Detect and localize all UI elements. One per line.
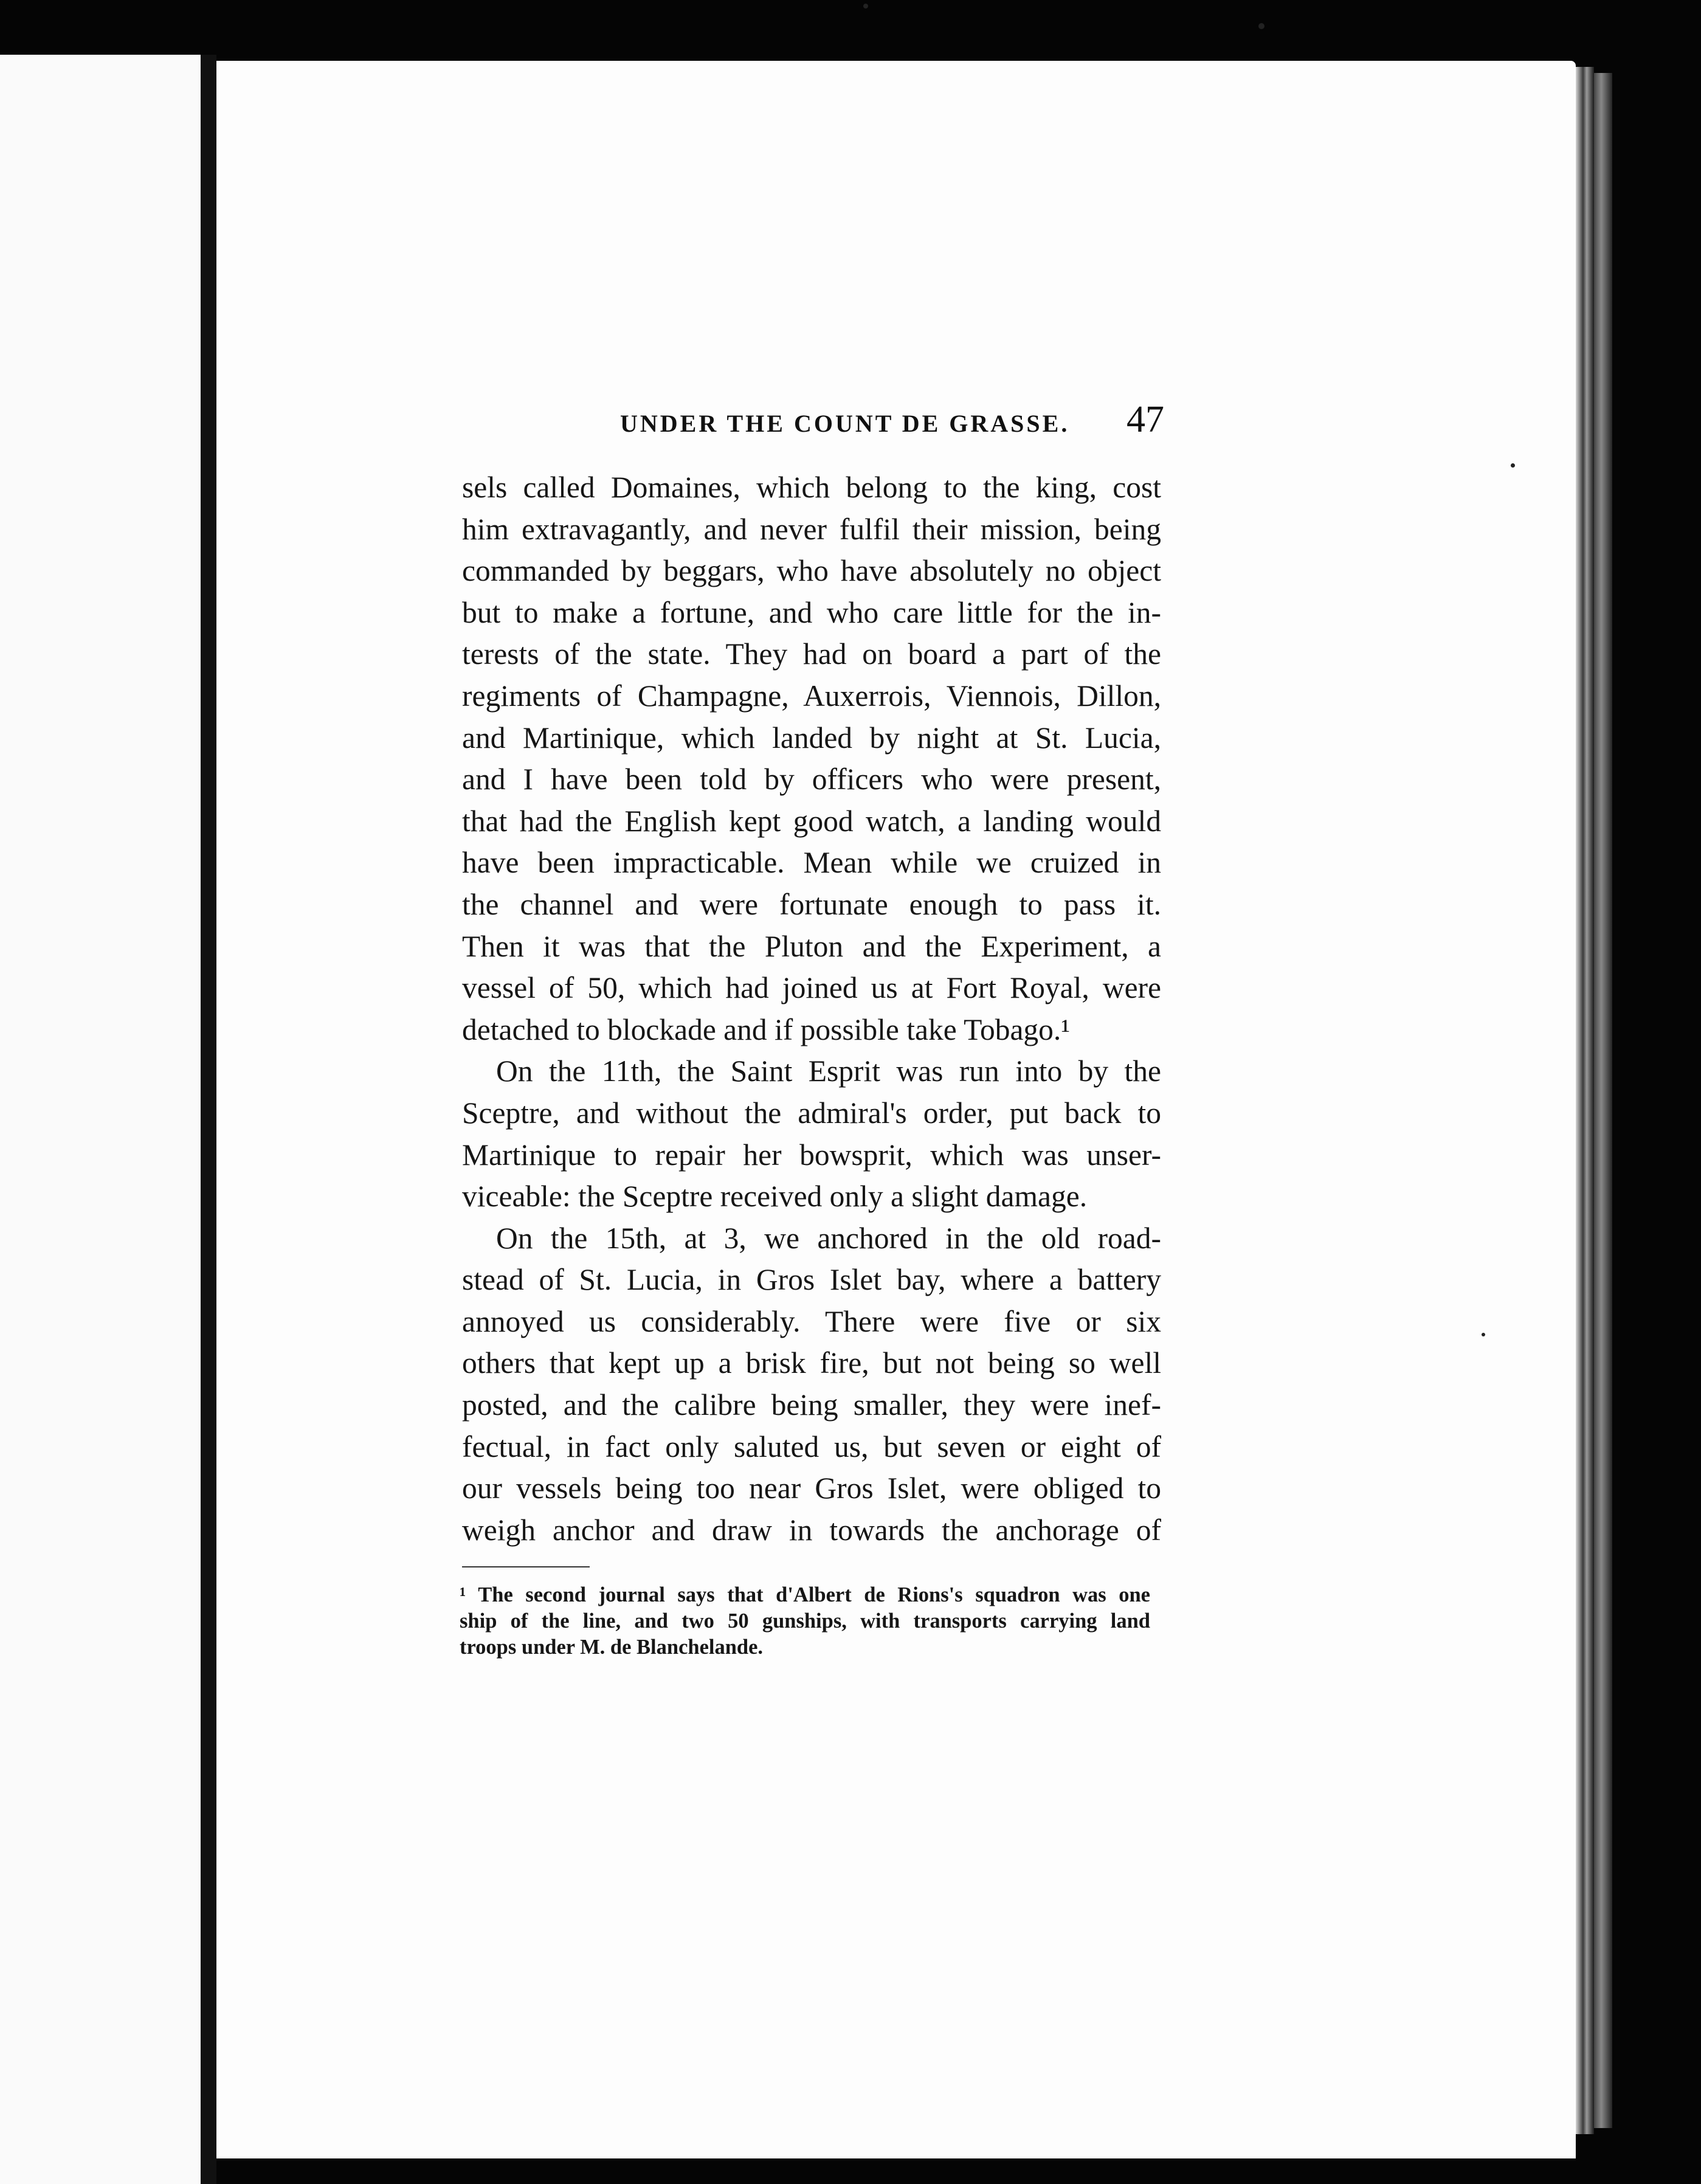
text-line: posted, and the calibre being smaller, they were inef- — [462, 1388, 1161, 1422]
facing-page-edge — [0, 55, 201, 2184]
text-line: vessel of 50, which had joined us at Fort Royal, were — [462, 971, 1161, 1005]
text-line: and Martinique, which landed by night at St. Lucia, — [462, 721, 1161, 755]
text-line: fectual, in fact only saluted us, but seven or eight of — [462, 1429, 1161, 1463]
footnote-line: ¹ The second journal says that d'Albert de Rions's squadron was one — [460, 1583, 1150, 1606]
scan-speck — [1511, 463, 1515, 468]
text-line: viceable: the Sceptre received only a slight damage. — [462, 1180, 1088, 1214]
text-line: stead of St. Lucia, in Gros Islet bay, where a battery — [462, 1263, 1161, 1297]
footnote — [460, 1582, 1150, 1660]
running-head: UNDER THE COUNT DE GRASSE. — [620, 410, 1070, 437]
text-line: our vessels being too near Gros Islet, were obliged to — [462, 1471, 1161, 1505]
text-line: detached to blockade and if possible take Tobago.¹ — [462, 1012, 1071, 1046]
page-header — [620, 398, 1164, 447]
text-line: that had the English kept good watch, a landing would — [462, 804, 1161, 838]
text-line: terests of the state. They had on board a part of the — [462, 637, 1161, 671]
text-line: have been impracticable. Mean while we cruized in — [462, 846, 1161, 880]
text-line: others that kept up a brisk fire, but not being so well — [462, 1346, 1161, 1380]
book-cover-edge — [1594, 73, 1612, 2128]
text-line: annoyed us considerably. There were five or six — [462, 1304, 1161, 1338]
book-gutter — [201, 55, 216, 2184]
text-line: but to make a fortune, and who care little for the in- — [462, 595, 1161, 629]
scan-speck — [863, 4, 868, 9]
text-line: the channel and were fortunate enough to pass it. — [462, 887, 1161, 921]
text-line: and I have been told by officers who were present, — [462, 762, 1161, 797]
text-line: On the 15th, at 3, we anchored in the old road- — [496, 1221, 1161, 1255]
scan-speck — [1258, 23, 1265, 29]
text-line: regiments of Champagne, Auxerrois, Viennois, Dillon, — [462, 679, 1161, 713]
body-text — [462, 467, 1161, 1551]
text-line: sels called Domaines, which belong to the king, cost — [462, 471, 1161, 504]
footnote-line: troops under M. de Blanchelande. — [460, 1636, 764, 1659]
text-line: On the 11th, the Saint Esprit was run into by the — [496, 1054, 1161, 1088]
footnote-rule — [462, 1566, 590, 1567]
page-number: 47 — [1127, 399, 1164, 440]
text-line: weigh anchor and draw in towards the anchorage of — [462, 1513, 1161, 1547]
text-line: commanded by beggars, who have absolutely no object — [462, 554, 1161, 588]
footnote-line: ship of the line, and two 50 gunships, with transports carrying land — [460, 1609, 1150, 1633]
page-stack-edge — [1576, 67, 1594, 2134]
text-line: Then it was that the Pluton and the Experiment, a — [462, 929, 1161, 963]
scan-speck — [1482, 1333, 1485, 1336]
text-line: Sceptre, and without the admiral's order, put back to — [462, 1096, 1161, 1130]
text-line: him extravagantly, and never fulfil their mission, being — [462, 512, 1161, 546]
text-line: Martinique to repair her bowsprit, which was unser- — [462, 1138, 1161, 1172]
